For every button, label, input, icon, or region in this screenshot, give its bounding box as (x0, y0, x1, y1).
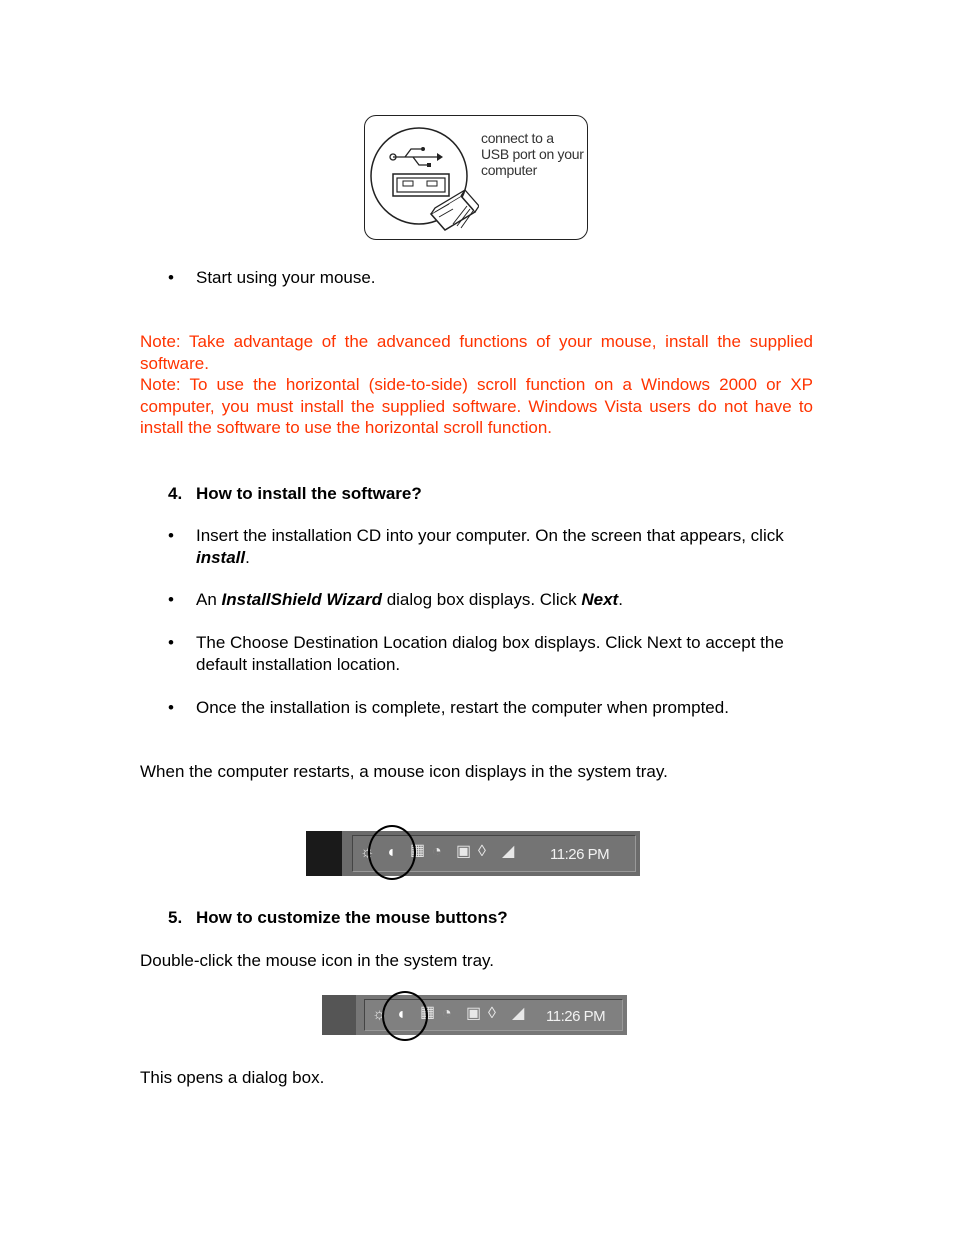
mouse-tray-icon: ◖ (386, 844, 396, 861)
section-5-title: How to customize the mouse buttons? (196, 908, 508, 927)
step-text: An (196, 590, 222, 609)
install-step-insert-cd (196, 525, 816, 568)
bullet-marker: • (168, 526, 174, 545)
start-using-mouse-text: Start using your mouse. (196, 268, 376, 287)
device-icon: ▣ (456, 843, 472, 860)
restart-paragraph: When the computer restarts, a mouse icon displays in the system tray. (140, 762, 668, 781)
taskbar-edge (306, 831, 342, 876)
section-5-number: 5. (168, 908, 183, 927)
install-emphasis: install (196, 547, 246, 567)
device-icon: ▣ (466, 1005, 482, 1022)
install-step-wizard (196, 589, 816, 611)
bullet-marker: • (168, 268, 174, 287)
network-icon: ☼ (360, 844, 375, 861)
shield-icon: ◊ (488, 1005, 496, 1022)
bullet-marker: • (168, 698, 174, 717)
clock-icon: ◔ (432, 843, 442, 860)
opens-dialog-paragraph: This opens a dialog box. (140, 1068, 325, 1087)
mouse-tray-icon: ◖ (396, 1006, 406, 1023)
system-tray-screenshot-2 (322, 995, 627, 1035)
taskbar-edge (322, 995, 356, 1035)
install-step-destination: The Choose Destination Location dialog box displays. Click Next to accept the default installation location. (196, 633, 784, 674)
section-4-number: 4. (168, 484, 183, 503)
step-text: Insert the installation CD into your computer. On the screen that appears, click (196, 526, 784, 545)
usb-caption: connect to a USB port on your computer (481, 130, 584, 178)
tray-clock: 11:26 PM (550, 846, 610, 863)
speaker-icon: ◢ (512, 1005, 525, 1022)
section-4-title: How to install the software? (196, 484, 422, 503)
install-step-restart: Once the installation is complete, restart the computer when prompted. (196, 698, 729, 717)
usb-receiver-icon (369, 124, 479, 236)
note-install-software: Note: Take advantage of the advanced functions of your mouse, install the supplied software. (140, 332, 813, 373)
tray-clock: 11:26 PM (546, 1008, 606, 1025)
calendar-icon: ▦ (410, 842, 426, 859)
installshield-wizard-emphasis: InstallShield Wizard (221, 590, 382, 609)
speaker-icon: ◢ (502, 843, 515, 860)
next-emphasis: Next (581, 590, 619, 609)
double-click-paragraph: Double-click the mouse icon in the system tray. (140, 951, 494, 970)
highlight-circle (382, 991, 428, 1041)
bullet-marker: • (168, 633, 174, 652)
shield-icon: ◊ (478, 843, 486, 860)
note-horizontal-scroll: Note: To use the horizontal (side-to-side) scroll function on a Windows 2000 or XP computer, you must install the supplied software. Windows Vista users do not have to install the software to use the horizontal scroll function. (140, 375, 813, 437)
usb-connect-illustration (364, 115, 588, 240)
step-text-end: . (245, 547, 250, 567)
step-text-middle: dialog box displays. Click (381, 590, 582, 609)
calendar-icon: ▦ (420, 1004, 436, 1021)
network-icon: ☼ (372, 1006, 387, 1023)
system-tray-screenshot-1 (306, 831, 640, 876)
bullet-marker: • (168, 590, 174, 609)
clock-icon: ◔ (442, 1005, 452, 1022)
highlight-circle (368, 825, 416, 880)
step-text-end: . (618, 590, 623, 609)
